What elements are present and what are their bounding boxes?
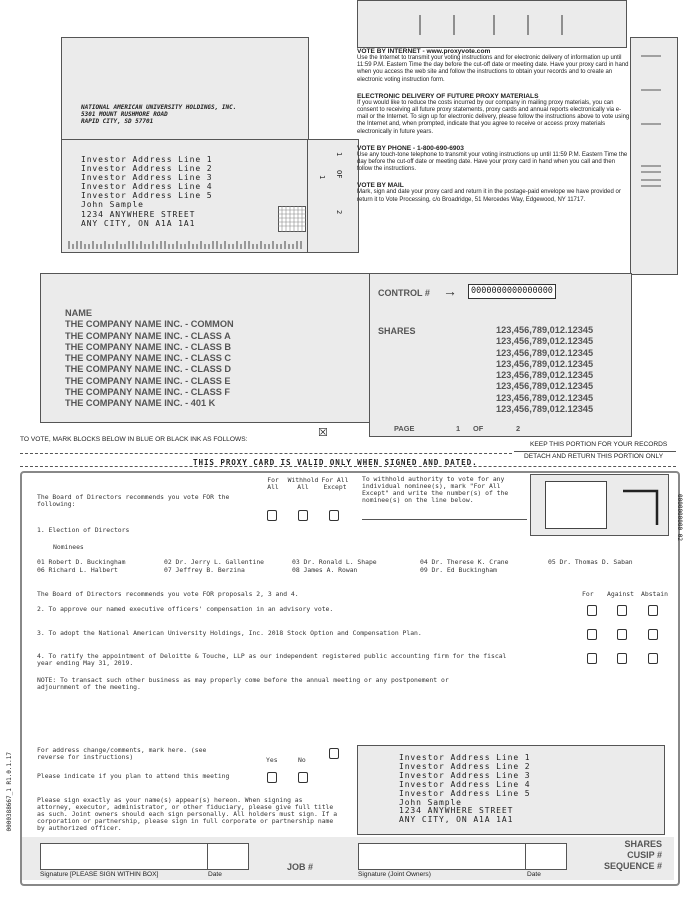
address-line: John Sample [399,797,462,807]
col-against: Against [607,590,634,598]
address-line: Investor Address Line 1 [399,753,531,762]
vote-internet-text: Use the Internet to transmit your voting instructions and for electronic delivery of information up until 11:59 P.M. Eastern Time the day before the cut-off date or meeting date. Have your proxy card in hand when you access the web site and follow the instructions to obtain your records and to create an electronic voting instruction form. [357,55,629,83]
nominee: 01 Robert D. Buckingham [37,558,126,566]
holding-name: THE COMPANY NAME INC. - COMMON [65,319,234,330]
meeting-note: NOTE: To transact such other business as may properly come before the annual meeting or any postponement or adjournment of the meeting. [37,676,449,691]
address-line: Investor Address Line 4 [81,182,213,192]
share-amount: 123,456,789,012.12345 [496,336,594,347]
holding-name: THE COMPANY NAME INC. - 401 K [65,398,216,409]
marked-box-icon: ☒ [318,427,328,439]
yes-label: Yes [266,756,278,764]
share-amount: 123,456,789,012.12345 [496,404,594,415]
side-code-left: 0000388667_1 R1.0.1.17 [6,752,13,832]
valid-notice: THIS PROXY CARD IS VALID ONLY WHEN SIGNED AND DATED. [193,458,478,467]
ruler-barcode [68,240,304,250]
checkbox-attend-yes[interactable] [267,772,277,783]
control-number: 0000000000000000 [468,284,556,299]
share-amount: 123,456,789,012.12345 [496,358,594,369]
nominee: 04 Dr. Therese K. Crane [420,558,509,566]
vote-mail-title: VOTE BY MAIL [357,182,404,190]
electronic-delivery-text: If you would like to reduce the costs incurred by our company in mailing proxy materials, you can consent to receiving all future proxy statements, proxy cards and annual reports electronically via e-mail or the Internet. To sign up for electronic delivery, please follow the instructions above to vote using the Internet and, when prompted, indicate that you agree to receive or access proxy materials electronically in future years. [357,99,630,135]
holdings-box [40,273,371,423]
page-total: 2 [516,424,521,433]
checkbox-withhold-all[interactable] [298,510,308,521]
card-id-box [530,474,669,536]
checkbox-p3-against[interactable] [617,629,627,640]
sender-name: NATIONAL AMERICAN UNIVERSITY HOLDINGS, INC. [81,104,237,111]
corner-mark-icon [621,489,661,529]
col-for-all-except: For All Except [321,476,349,491]
nominee: 08 James A. Rowan [292,566,358,574]
proposal-2: 2. To approve our named executive officers' compensation in an advisory vote. [37,605,334,613]
no-label: No [298,756,306,764]
address-line: Investor Address Line 3 [81,173,213,183]
checkbox-address-change[interactable] [329,748,339,759]
shares-label: SHARES [378,326,416,336]
col-withhold-all: Withhold All [287,476,319,491]
control-label: CONTROL # [378,288,430,298]
address-line: John Sample [81,200,144,210]
date-box-2[interactable] [525,843,567,870]
address-line: ANY CITY, ON A1A 1A1 [399,815,514,825]
proposal-3: 3. To adopt the National American University Holdings, Inc. 2018 Stock Option and Compensation Plan. [37,629,422,637]
address-line: 1234 ANYWHERE STREET [81,209,196,219]
nominee: 05 Dr. Thomas D. Saban [548,558,633,566]
address-line: Investor Address Line 5 [81,191,213,201]
detach-portion-label: DETACH AND RETURN THIS PORTION ONLY [524,453,664,460]
code-of: OF [335,170,343,179]
share-amount: 123,456,789,012.12345 [496,392,594,403]
holding-name: THE COMPANY NAME INC. - CLASS A [65,330,231,341]
holding-name: THE COMPANY NAME INC. - CLASS C [65,353,232,364]
nominee: 07 Jeffrey B. Berzina [164,566,245,574]
vote-phone-text: Use any touch-tone telephone to transmit your voting instructions up until 11:59 P.M. Eastern Time the day before the cut-off date or meeting date. Have your proxy card in hand when you call and then follow the instructions. [357,151,628,173]
sender-city: RAPID CITY, SD 57701 [81,118,154,125]
checkbox-p4-abstain[interactable] [648,653,658,664]
code-seq: 2 [335,210,343,215]
sender-street: 5301 MOUNT RUSHMORE ROAD [81,111,168,118]
address-line: Investor Address Line 2 [399,761,531,771]
item-1-election: 1. Election of Directors [37,526,130,534]
checkbox-p2-against[interactable] [617,605,627,616]
checkbox-attend-no[interactable] [298,772,308,783]
share-amount: 123,456,789,012.12345 [496,347,594,358]
side-code-right: 0000000000 02 [676,494,683,541]
address-line: ANY CITY, ON A1A 1A1 [81,218,196,228]
envelope-code-box [307,139,359,253]
signature-label: Signature [PLEASE SIGN WITHIN BOX] [40,871,159,878]
nominee: 03 Dr. Ronald L. Shape [292,558,377,566]
vote-phone-title: VOTE BY PHONE - 1-800-690-6903 [357,144,464,152]
checkbox-p3-abstain[interactable] [648,629,658,640]
page-num: 1 [456,424,461,433]
sequence-footer: SEQUENCE # [603,861,662,871]
col-for-all: For All [267,476,279,491]
share-amount: 123,456,789,012.12345 [496,381,594,392]
address-line: Investor Address Line 5 [399,788,531,798]
share-amount: 123,456,789,012.12345 [496,370,594,381]
checkbox-p2-abstain[interactable] [648,605,658,616]
checkbox-for-all[interactable] [267,510,277,521]
barcode-box [357,0,627,48]
checkbox-p2-for[interactable] [587,605,597,616]
address-change-label: For address change/comments, mark here. (see reverse for instructions) [37,746,207,761]
right-edge-box [630,37,678,275]
date-box[interactable] [207,843,249,870]
col-for: For [582,590,594,598]
page-of: OF [473,424,484,433]
page-label: PAGE [394,424,415,433]
return-address-box [357,745,665,835]
cusip-footer: CUSIP # [627,850,662,860]
joint-signature-box[interactable] [358,843,526,870]
code-page: 1 [335,152,343,157]
shares-footer: SHARES [624,839,662,849]
datamatrix-icon [278,206,306,232]
holding-name: THE COMPANY NAME INC. - CLASS B [65,341,232,352]
holding-name: THE COMPANY NAME INC. - CLASS F [65,387,231,398]
control-box [369,273,632,437]
voting-instructions [357,48,630,204]
keep-portion-label: KEEP THIS PORTION FOR YOUR RECORDS [530,441,668,448]
keep-divider [514,451,676,452]
vote-internet-title: VOTE BY INTERNET - www.proxyvote.com [357,48,491,55]
holdings-name-header: NAME [65,308,93,318]
edge-marks [631,38,677,274]
electronic-delivery-title: ELECTRONIC DELIVERY OF FUTURE PROXY MATERIALS [357,92,539,100]
attend-label: Please indicate if you plan to attend this meeting [37,772,230,780]
checkbox-p3-for[interactable] [587,629,597,640]
nominee: 09 Dr. Ed Buckingham [420,566,497,574]
board-recommend-proposals: The Board of Directors recommends you vote FOR proposals 2, 3 and 4. [37,590,299,598]
nominees-label: Nominees [53,543,84,551]
col-abstain: Abstain [641,590,668,598]
except-write-line[interactable] [362,519,527,520]
address-line: 1234 ANYWHERE STREET [399,806,514,816]
signature-box[interactable] [40,843,208,870]
board-recommend-for: The Board of Directors recommends you vote FOR the following: [37,493,230,508]
address-line: Investor Address Line 2 [81,164,213,174]
investor-address-box [61,139,309,253]
control-arrow-icon: → [443,283,457,299]
detach-line [20,453,512,454]
postal-barcode [358,1,626,47]
nominee: 02 Dr. Jerry L. Gallentine [164,558,265,566]
detach-line-2 [20,466,676,467]
address-line: Investor Address Line 3 [399,770,531,780]
address-line: Investor Address Line 4 [399,779,531,789]
card-qr-box [545,481,607,529]
holding-name: THE COMPANY NAME INC. - CLASS E [65,375,231,386]
withhold-instructions: To withhold authority to vote for any individual nominee(s), mark "For All Except" and write the number(s) of the nominee(s) on the line below. [362,475,509,504]
checkbox-for-all-except[interactable] [329,510,339,521]
proposal-4: 4. To ratify the appointment of Deloitte & Touche, LLP as our independent registered public accounting firm for the fiscal year ending May 31, 2019. [37,652,507,667]
date-label-2: Date [527,871,541,878]
date-label: Date [208,871,222,878]
checkbox-p4-for[interactable] [587,653,597,664]
nominee: 06 Richard L. Halbert [37,566,118,574]
checkbox-p4-against[interactable] [617,653,627,664]
vote-mail-text: Mark, sign and date your proxy card and return it in the postage-paid envelope we have provided or return it to Vote Processing, c/o Broadridge, 51 Mercedes Way, Edgewood, NY 11717. [357,189,621,203]
sign-instructions: Please sign exactly as your name(s) appear(s) hereon. When signing as attorney, executor, administrator, or other fiduciary, please give full title as such. Joint owners should each sign personally. All holders must sign. If a corporation or partnership, please sign in full corporate or partnership name by authorized officer. [37,796,338,832]
job-label: JOB # [287,862,314,872]
address-line: Investor Address Line 1 [81,155,213,164]
code-count: 1 [318,175,326,180]
holding-name: THE COMPANY NAME INC. - CLASS D [65,364,232,375]
mark-instructions: TO VOTE, MARK BLOCKS BELOW IN BLUE OR BLACK INK AS FOLLOWS: [20,436,248,443]
joint-signature-label: Signature (Joint Owners) [358,871,431,878]
share-amount: 123,456,789,012.12345 [496,325,594,335]
sender-box [61,37,309,141]
